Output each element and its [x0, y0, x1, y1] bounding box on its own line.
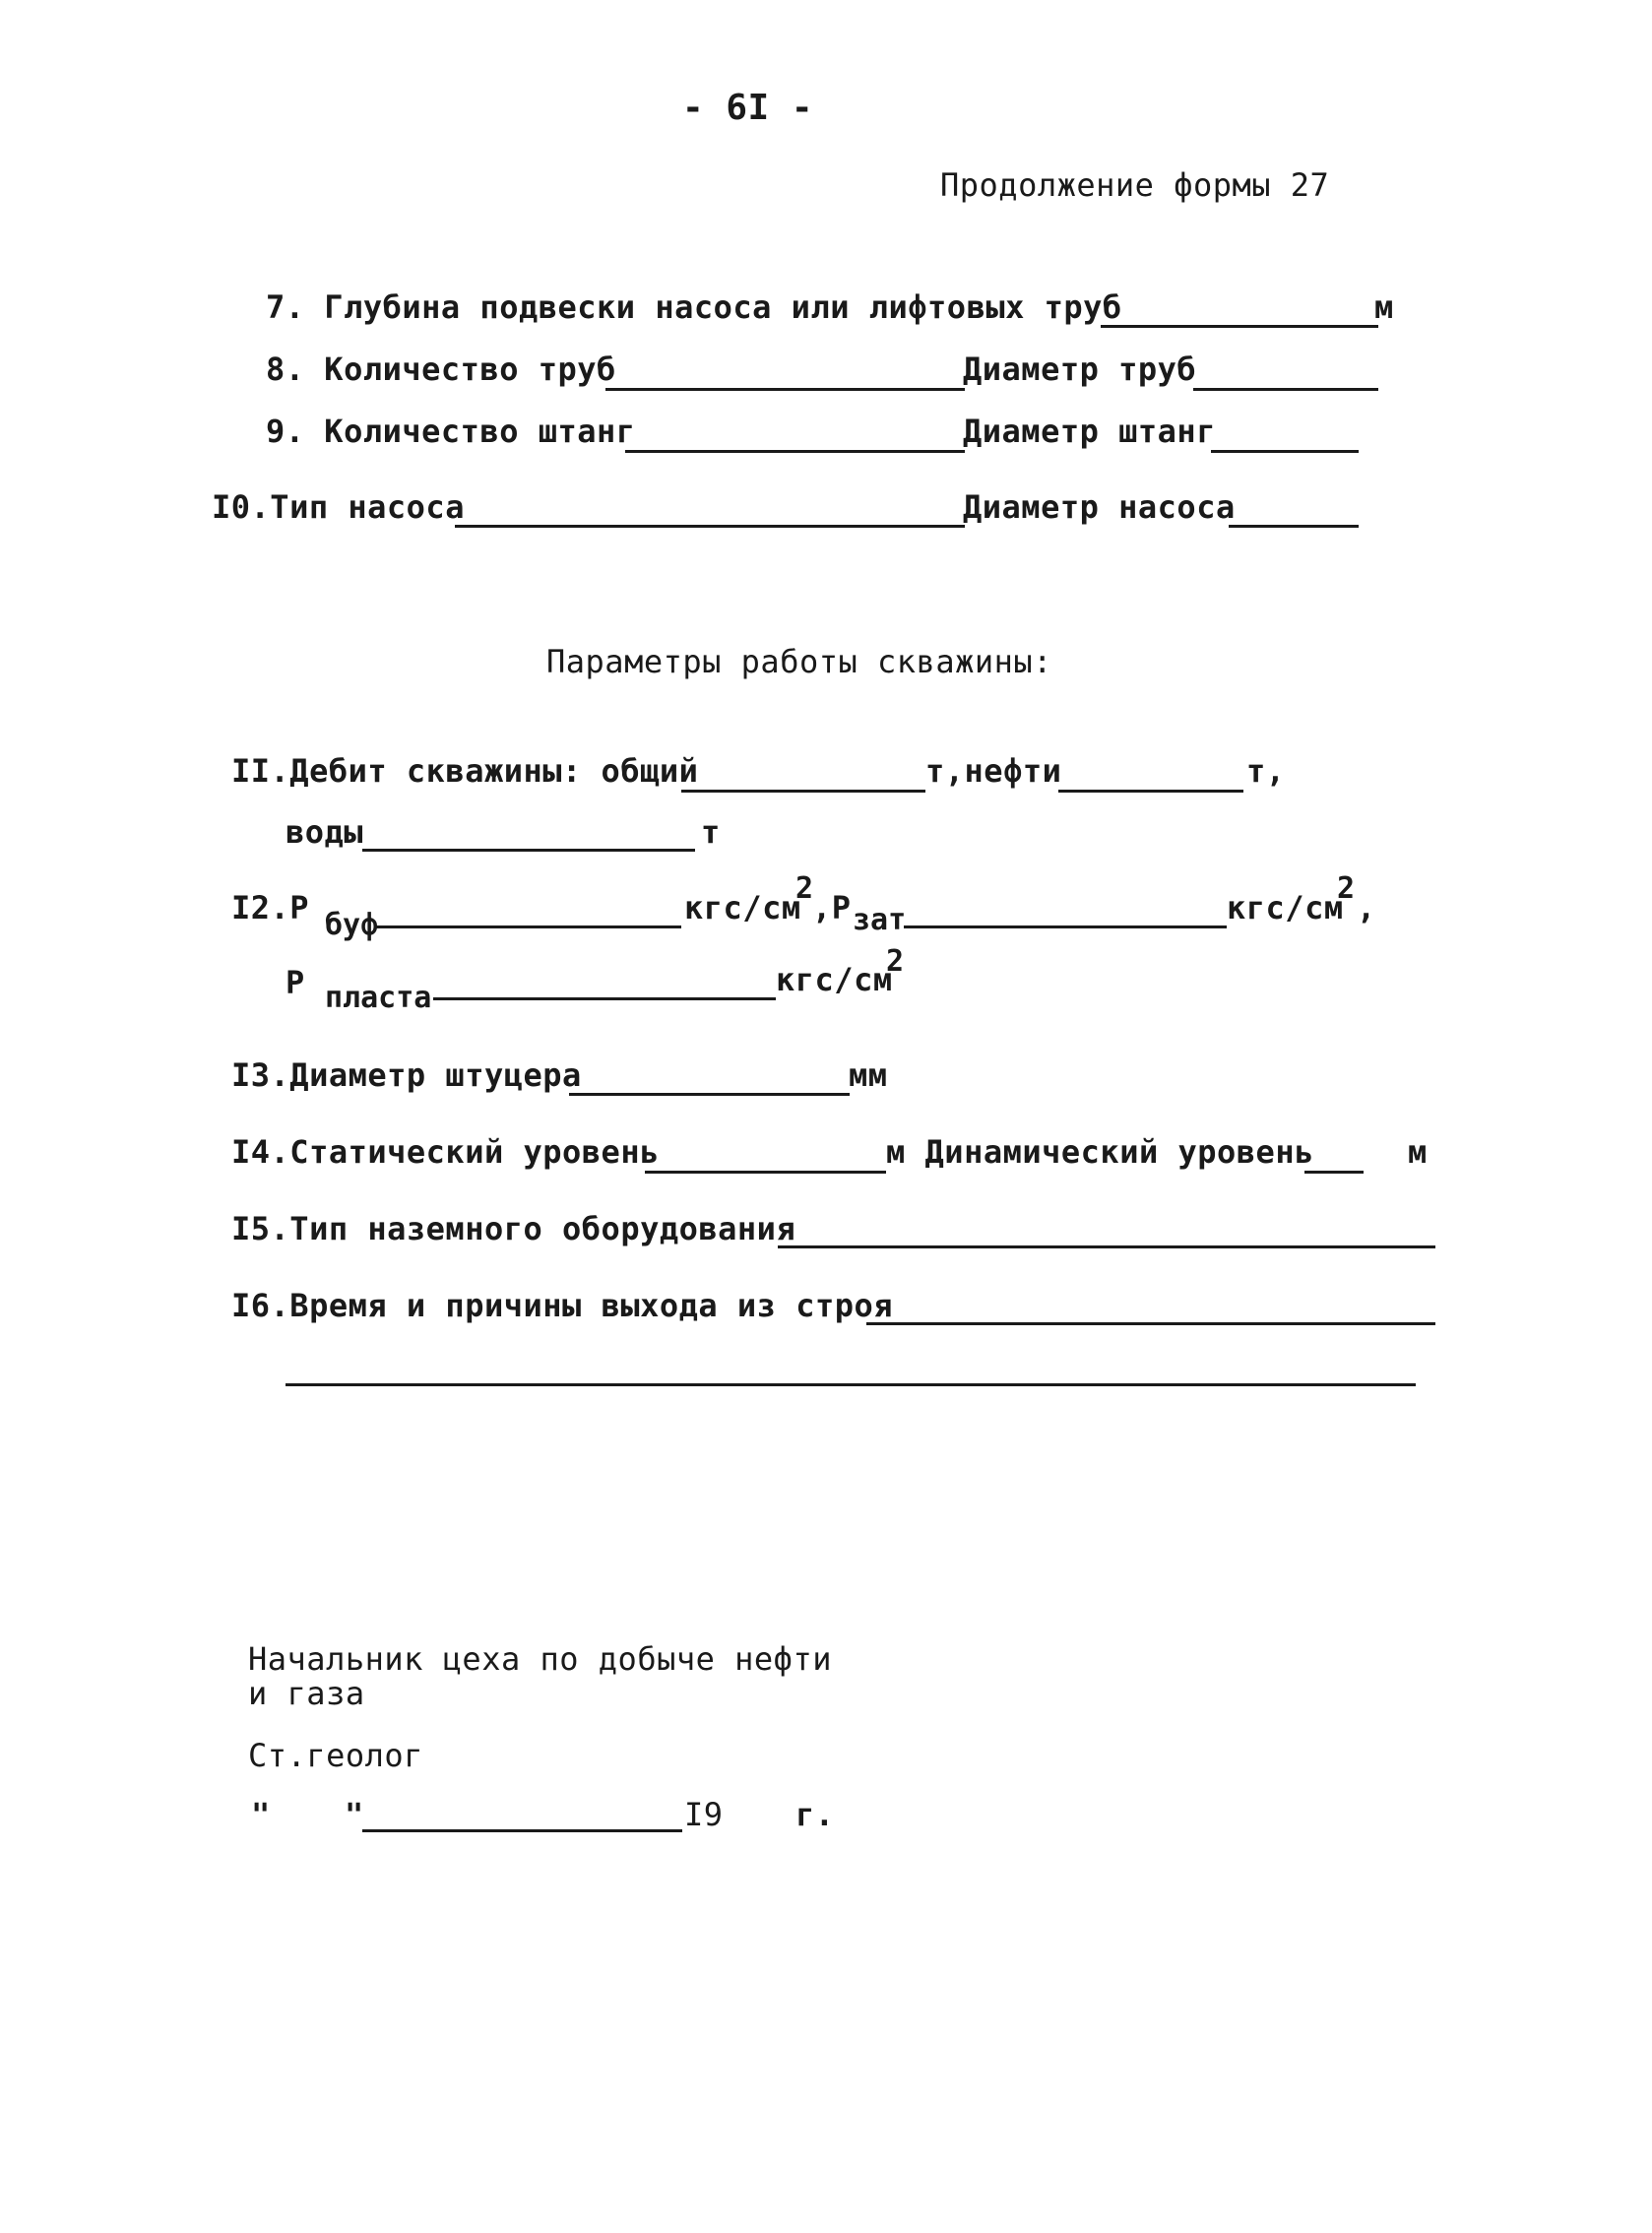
item-10-label: I0.Тип насоса — [212, 488, 465, 526]
param-12-unit3: кгс/см — [776, 961, 893, 998]
param-12-label: I2.Р — [231, 889, 310, 926]
param-11-water-unit: т — [701, 813, 721, 851]
item-10-type-field[interactable] — [455, 525, 965, 528]
param-16-field-line2[interactable] — [286, 1383, 1416, 1386]
date-year-prefix: I9 — [684, 1796, 724, 1833]
param-12-tail: , — [1357, 889, 1376, 926]
item-8-label: 8. Количество труб — [266, 351, 616, 388]
date-year-suffix: г. — [795, 1796, 835, 1833]
chief-title-line2: и газа — [248, 1675, 365, 1712]
param-14-unit: м Динамический уровень — [886, 1133, 1314, 1171]
param-12-buf-field[interactable] — [376, 925, 681, 928]
param-12-p2: ,Р — [812, 889, 852, 926]
param-14-label: I4.Статический уровень — [231, 1133, 660, 1171]
param-13-label: I3.Диаметр штуцера — [231, 1056, 582, 1094]
param-15-field[interactable] — [778, 1245, 1435, 1248]
item-9-count-field[interactable] — [625, 450, 965, 453]
param-14-dynamic-field[interactable] — [1304, 1171, 1364, 1174]
form-continuation: Продолжение формы 27 — [940, 166, 1330, 204]
param-13-unit: мм — [849, 1056, 888, 1094]
param-12-sub-plast: пласта — [325, 981, 432, 1015]
item-10-label2: Диаметр насоса — [963, 488, 1236, 526]
item-7-unit: м — [1374, 288, 1394, 326]
param-12-sup2: 2 — [1337, 871, 1356, 906]
item-9-diameter-field[interactable] — [1211, 450, 1359, 453]
param-12-p3: Р — [286, 964, 305, 1001]
page-number: - 6I - — [682, 88, 814, 128]
param-16-field[interactable] — [866, 1322, 1435, 1325]
item-9-label: 9. Количество штанг — [266, 413, 636, 450]
param-15-label: I5.Тип наземного оборудования — [231, 1210, 796, 1247]
param-12-zat-field[interactable] — [904, 925, 1227, 928]
param-11-label: II.Дебит скважины: общий — [231, 752, 699, 790]
param-12-sup3: 2 — [886, 944, 905, 979]
param-12-sub-zat: зат — [853, 903, 907, 937]
param-11-water-field[interactable] — [362, 849, 695, 852]
param-12-plast-field[interactable] — [433, 997, 776, 1000]
item-8-diameter-field[interactable] — [1193, 388, 1378, 391]
param-13-field[interactable] — [569, 1093, 850, 1096]
param-16-label: I6.Время и причины выхода из строя — [231, 1287, 894, 1324]
item-7-label: 7. Глубина подвески насоса или лифтовых труб — [266, 288, 1122, 326]
param-11-oil-field[interactable] — [1058, 790, 1243, 793]
param-14-static-field[interactable] — [645, 1171, 886, 1174]
item-7-field[interactable] — [1101, 325, 1378, 328]
item-10-diameter-field[interactable] — [1229, 525, 1359, 528]
param-14-unit2: м — [1408, 1133, 1428, 1171]
param-11-total-field[interactable] — [681, 790, 925, 793]
param-12-unit2: кгс/см — [1227, 889, 1344, 926]
item-9-label2: Диаметр штанг — [963, 413, 1216, 450]
item-8-count-field[interactable] — [605, 388, 965, 391]
chief-title-line1: Начальник цеха по добыче нефти — [248, 1640, 832, 1678]
date-quote-close: " — [345, 1796, 364, 1833]
geologist-title: Ст.геолог — [248, 1737, 423, 1774]
param-11-water-label: воды — [286, 813, 364, 851]
item-8-label2: Диаметр труб — [963, 351, 1197, 388]
date-month-field[interactable] — [362, 1829, 682, 1832]
param-11-unit2: т, — [1246, 752, 1286, 790]
date-quote-open: " — [251, 1796, 271, 1833]
param-12-sup1: 2 — [795, 871, 814, 906]
section-title: Параметры работы скважины: — [546, 643, 1052, 680]
param-12-sub-buf: буф — [325, 908, 379, 942]
param-12-unit1: кгс/см — [684, 889, 801, 926]
param-11-unit1: т,нефти — [925, 752, 1062, 790]
